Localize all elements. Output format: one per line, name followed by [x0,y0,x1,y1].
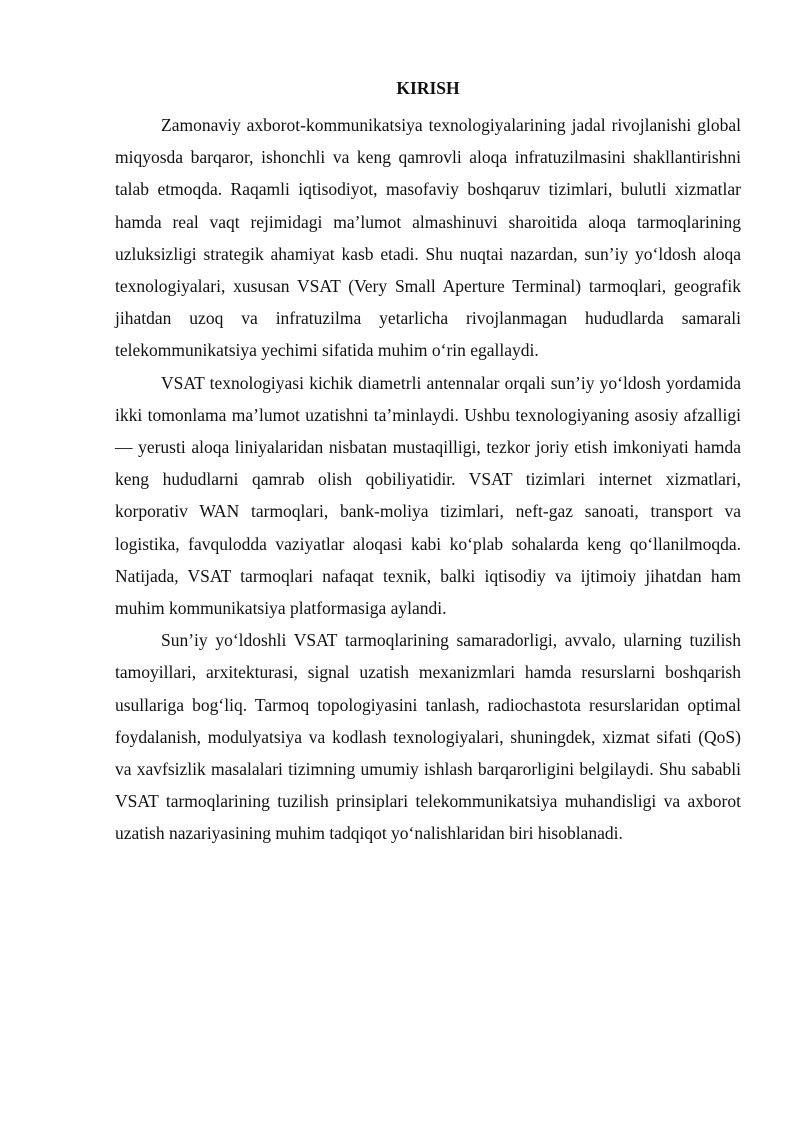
paragraph-vsat-technology: VSAT texnologiyasi kichik diametrli antennalar orqali sun’iy yo‘ldosh yordamida ikki tomonlama ma’lumot uzatishni ta’minlaydi. Ushbu texnologiyaning asosiy afzalligi — yerusti aloqa liniyalaridan nisbatan mustaqilligi, tezkor joriy etish imkoniyati hamda keng hududlarni qamrab olish qobiliyatidir. VSAT tizimlari internet xizmatlari, korporativ WAN tarmoqlari, bank-moliya tizimlari, neft-gaz sanoati, transport va logistika, favqulodda vaziyatlar aloqasi kabi ko‘plab sohalarda keng qo‘llanilmoqda. Natijada, VSAT tarmoqlari nafaqat texnik, balki iqtisodiy va ijtimoiy jihatdan ham muhim kommunikatsiya platformasiga aylandi. [115,372,741,619]
document-body [115,77,741,850]
paragraph-intro: Zamonaviy axborot-kommunikatsiya texnologiyalarining jadal rivojlanishi global miqyosda barqaror, ishonchli va keng qamrovli aloqa infratuzilmasini shakllantirishni talab etmoqda. Raqamli iqtisodiyot, masofaviy boshqaruv tizimlari, bulutli xizmatlar hamda real vaqt rejimidagi ma’lumot almashinuvi sharoitida aloqa tarmoqlarining uzluksizligi strategik ahamiyat kasb etadi. Shu nuqtai nazardan, sun’iy yo‘ldosh aloqa texnologiyalari, xususan VSAT (Very Small Aperture Terminal) tarmoqlari, geografik jihatdan uzoq va infratuzilma yetarlicha rivojlanmagan hududlarda samarali telekommunikatsiya yechimi sifatida muhim o‘rin egallaydi. [115,115,741,361]
paragraph-vsat-efficiency: Sun’iy yo‘ldoshli VSAT tarmoqlarining samaradorligi, avvalo, ularning tuzilish tamoyillari, arxitekturasi, signal uzatish mexanizmlari hamda resurslarni boshqarish usullariga bog‘liq. Tarmoq topologiyasini tanlash, radiochastota resurslaridan optimal foydalanish, modulyatsiya va kodlash texnologiyalari, shuningdek, xizmat sifati (QoS) va xavfsizlik masalalari tizimning umumiy ishlash barqarorligini belgilaydi. Shu sababli VSAT tarmoqlarining tuzilish prinsiplari telekommunikatsiya muhandisligi va axborot uzatish nazariyasining muhim tadqiqot yo‘nalishlaridan biri hisoblanadi. [115,630,741,844]
section-heading: KIRISH [396,78,460,98]
